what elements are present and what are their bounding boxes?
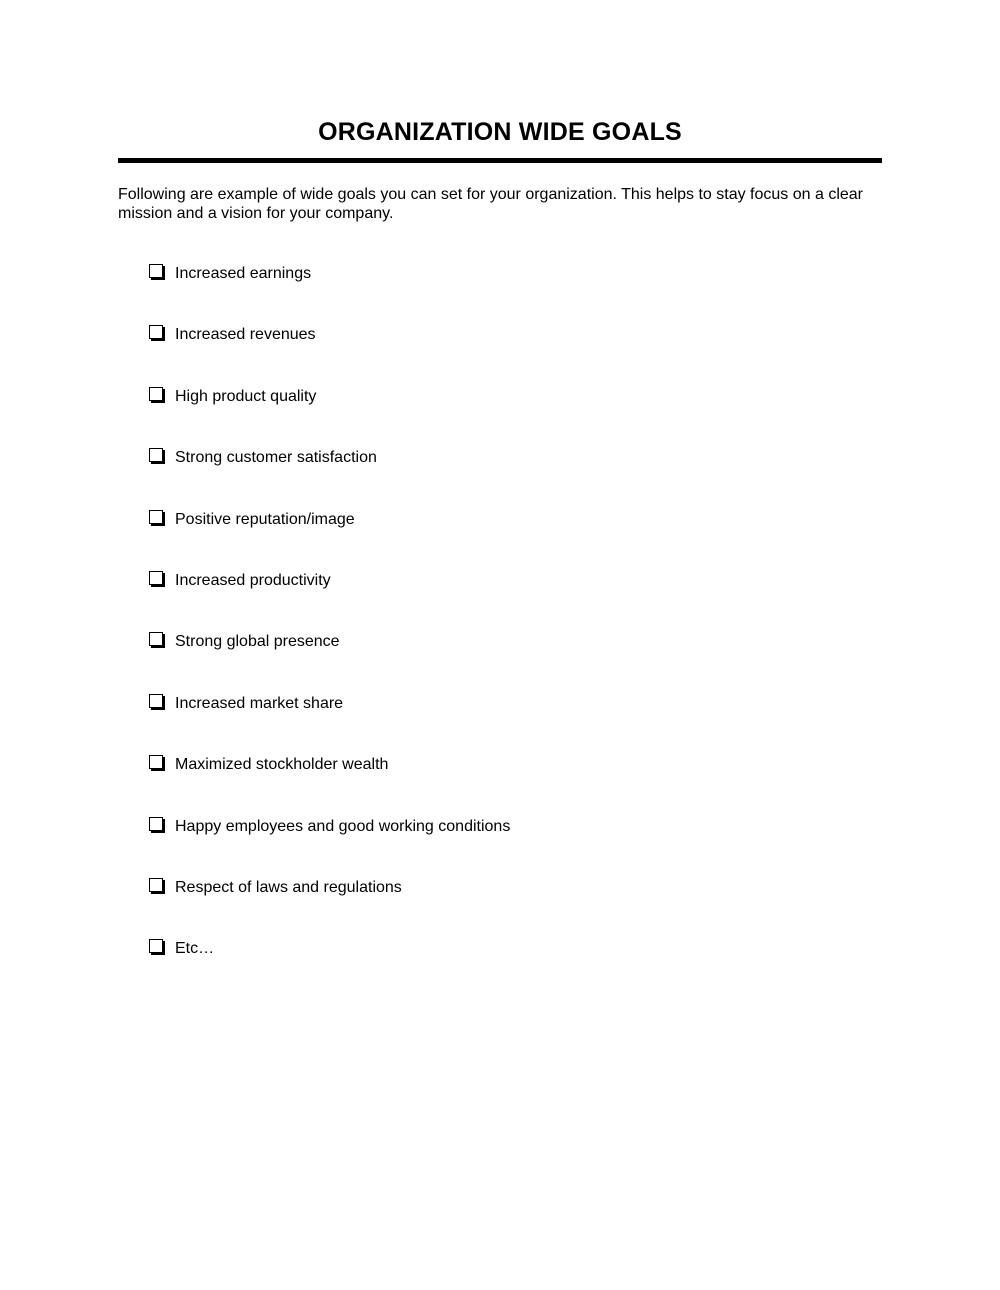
- goal-label: Positive reputation/image: [175, 510, 355, 528]
- goal-label: Increased revenues: [175, 326, 316, 344]
- checkbox-icon[interactable]: [149, 510, 163, 524]
- goal-label: Respect of laws and regulations: [175, 878, 402, 896]
- checkbox-icon[interactable]: [149, 939, 163, 953]
- checkbox-icon[interactable]: [149, 632, 163, 646]
- checkbox-icon[interactable]: [149, 264, 163, 278]
- goal-item: [149, 323, 510, 384]
- checkbox-icon[interactable]: [149, 387, 163, 401]
- goal-item: [149, 630, 510, 691]
- goal-item: [149, 692, 510, 753]
- goal-label: Maximized stockholder wealth: [175, 756, 389, 774]
- goal-item: [149, 815, 510, 876]
- checkbox-icon[interactable]: [149, 325, 163, 339]
- goal-item: [149, 876, 510, 937]
- goal-item: [149, 446, 510, 507]
- title-divider: [118, 158, 882, 163]
- goal-label: Increased productivity: [175, 571, 331, 589]
- goal-label: Etc…: [175, 940, 215, 958]
- goal-label: High product quality: [175, 387, 317, 405]
- checkbox-icon[interactable]: [149, 755, 163, 769]
- goal-label: Happy employees and good working conditions: [175, 817, 511, 835]
- goal-item: [149, 569, 510, 630]
- checkbox-icon[interactable]: [149, 571, 163, 585]
- goal-item: [149, 937, 510, 998]
- intro-paragraph: Following are example of wide goals you can set for your organization. This helps to stay focus on a clear mission and a vision for your company.: [118, 186, 863, 222]
- checkbox-icon[interactable]: [149, 448, 163, 462]
- checkbox-icon[interactable]: [149, 694, 163, 708]
- goal-item: [149, 753, 510, 814]
- page-title: ORGANIZATION WIDE GOALS: [318, 118, 682, 146]
- goal-label: Strong global presence: [175, 633, 340, 651]
- goal-item: [149, 385, 510, 446]
- goal-label: Increased market share: [175, 694, 344, 712]
- checkbox-icon[interactable]: [149, 817, 163, 831]
- goals-checklist: [149, 262, 510, 999]
- goal-item: [149, 508, 510, 569]
- goal-label: Strong customer satisfaction: [175, 449, 377, 467]
- goal-label: Increased earnings: [175, 265, 312, 282]
- checkbox-icon[interactable]: [149, 878, 163, 892]
- goal-item: [149, 262, 510, 323]
